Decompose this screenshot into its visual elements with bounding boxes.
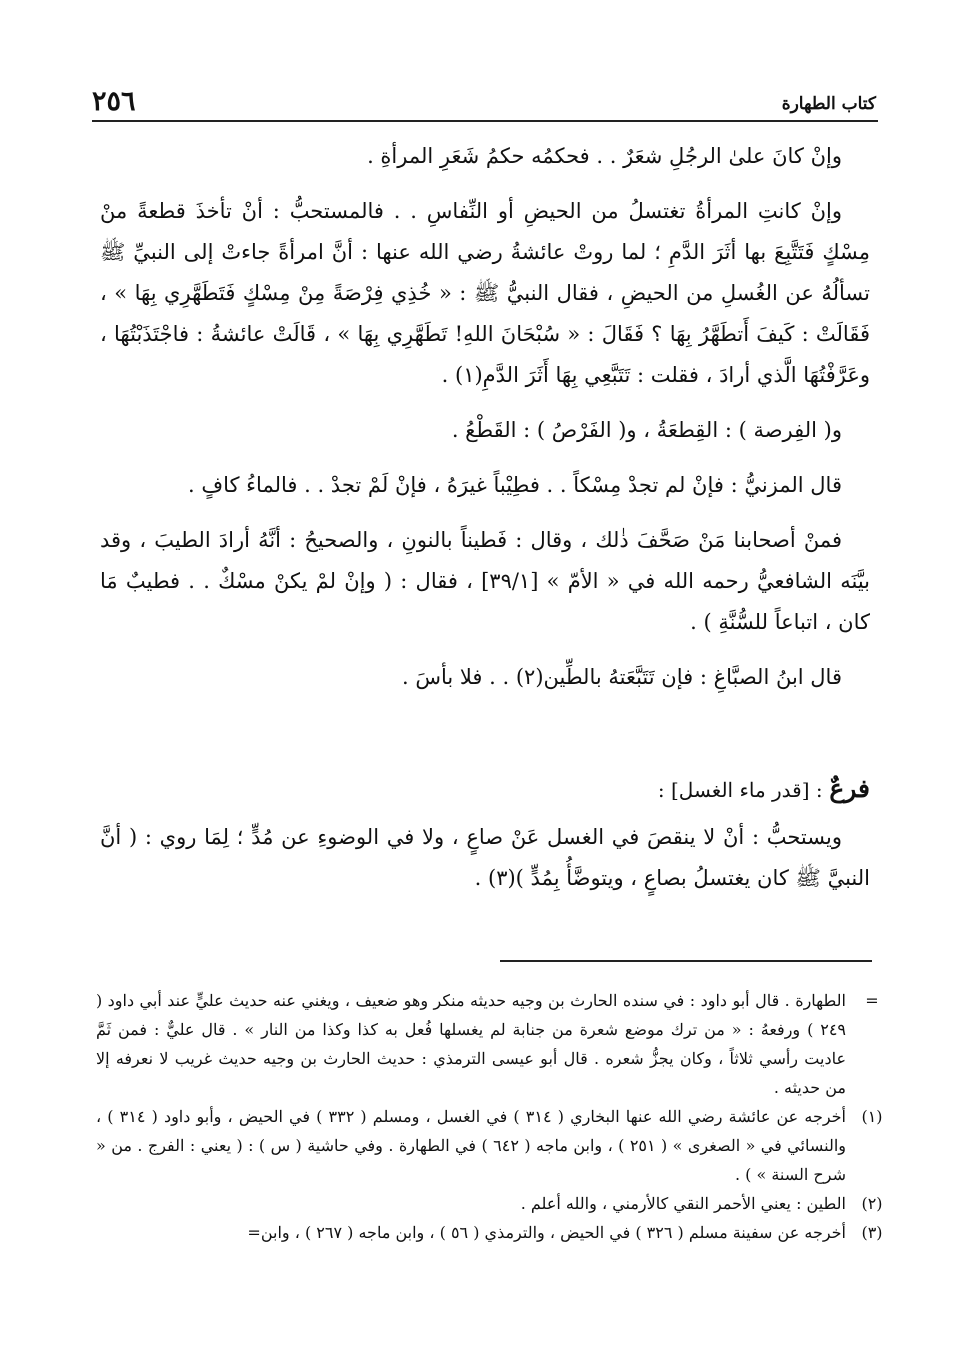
running-title: كتاب الطهارة	[781, 94, 876, 114]
footnote-marker: (٣)	[861, 1223, 883, 1242]
footnote-text: أخرجه عن سفينة مسلم ( ٣٢٦ ) في الحيض ، والترمذي ( ٥٦ ) ، وابن ماجه ( ٢٦٧ ) ، وابن=	[247, 1223, 846, 1242]
footnote	[96, 986, 898, 1102]
footnote-text: الطهارة . قال أبو داود : في سنده الحارث بن وجيه حديثه منكر وهو ضعيف ، ويغني عنه حديث عليٍّ عند أبي داود ( ٢٤٩ ) ورفعهُ : « من ترك موضع شعرة من جنابة لم يغسلها فُعل به كذا وكذا من النار » . قال عليٌّ : فمن ثَمَّ عاديت رأسي ثلاثاً ، وكان يجزُّ شعره . قال أبو عيسى الترمذي : حديث الحارث بن وجيه حديث غريب لا نعرفه إلا من حديثه .	[96, 991, 847, 1097]
paragraph: وإنْ كانَ علىٰ الرجُلِ شعَرٌ . . فحكمُه حكمُ شَعَرِ المرأةِ .	[367, 144, 842, 168]
paragraph: وإنْ كانتِ المرأةُ تغتسلُ من الحيضِ أو النِّفاسِ . . فالمستحبُّ : أنْ تأخذَ قطعةً منْ مِسْكٍ فَتَتَّبِعَ بها أثَرَ الدَّمِ ؛ لما روتْ عائشةُ رضي الله عنها : أنَّ امرأةً جاءتْ إلى النبيِّ ﷺ تسألُهُ عن الغُسلِ من الحيضِ ، فقال النبيُّ ﷺ : « خُذِي فِرْصَةً مِنْ مِسْكٍ فَتَطَهَّرِي بِهَا » ، فَقَالَتْ : كَيفَ أَتطَهَّرُ بِهَا ؟ فَقَالَ : « سُبْحَانَ اللهِ! تَطَهَّرِي بِهَا » ، قَالَتْ عائشةُ : فاجْتَذَبْتُهَا ، وعَرَّفْتُهَا الَّذي أرادَ ، فقلت : تَتَبَّعِي بِهَا أَثَرَ الدَّمِ(١) .	[100, 199, 870, 387]
page-header	[92, 86, 878, 122]
main-text	[100, 136, 870, 913]
footnote-marker: (١)	[861, 1107, 883, 1126]
footnote	[96, 1102, 898, 1189]
paragraph: قال ابنُ الصبَّاغِ : فإن تَتَبَّعَتهُ بالطِّين(٢) . . فلا بأسَ .	[401, 665, 842, 689]
footnote	[96, 1218, 898, 1247]
footnote-marker: (٢)	[861, 1194, 883, 1213]
footnotes	[96, 986, 898, 1247]
footnote-marker: =	[865, 991, 879, 1010]
paragraph: و( الفِرصة ) : القِطعَةُ ، و( الفَرْصُ ) : القَطْعُ .	[451, 418, 842, 442]
footnote-separator	[500, 960, 872, 962]
paragraph: ويستحبُّ : أنْ لا ينقصَ في الغسل عَنْ صاعٍ ، ولا في الوضوءِ عن مُدٍّ ؛ لِمَا روي : ( أنَّ النبيَّ ﷺ كان يغتسلُ بصاعٍ ، ويتوضَّأُ بِمُدٍّ )(٣) .	[100, 825, 870, 890]
page-number: ٢٥٦	[92, 86, 136, 117]
paragraph: قال المزنيُّ : فإنْ لم تجدْ مِسْكاً . . فطِيْباً غيرَهُ ، فإنْ لَمْ تجدْ . . فالماءُ كافٍ .	[187, 473, 842, 497]
footnote-text: أخرجه عن عائشة رضي الله عنها البخاري ( ٣١٤ ) في الغسل ، ومسلم ( ٣٣٢ ) في الحيض ، وأبو داود ( ٣١٤ ) ، والنسائي في « الصغرى » ( ٢٥١ ) ، وابن ماجه ( ٦٤٢ ) في الطهارة . وفي حاشية ( س ) : ( يعني : الفرج . من « شرح السنة » ) .	[96, 1107, 846, 1184]
branch-subtitle: : [قدر ماء الغسل] :	[657, 778, 823, 802]
paragraph: فمنْ أصحابنا مَنْ صَحَّفَ ذٰلك ، وقال : فَطيناً بالنونِ ، والصحيحُ : أنَّهُ أرادَ الطيبَ ، وقد بيَّنَه الشافعيُّ رحمه الله في « الأمّ » [٣٩/١] ، فقال : ( وإنْ لمْ يكنْ مسْكٌ . . فطيبٌ مَا كان ، اتباعاً للسُّنَّةِ ) .	[100, 528, 870, 634]
footnote-text: الطين : يعني الأحمر النقي كالأرمني ، والله أعلم .	[520, 1194, 846, 1213]
section-heading	[100, 768, 870, 811]
footnote	[96, 1189, 898, 1218]
branch-title: فرعٌ	[829, 774, 870, 803]
